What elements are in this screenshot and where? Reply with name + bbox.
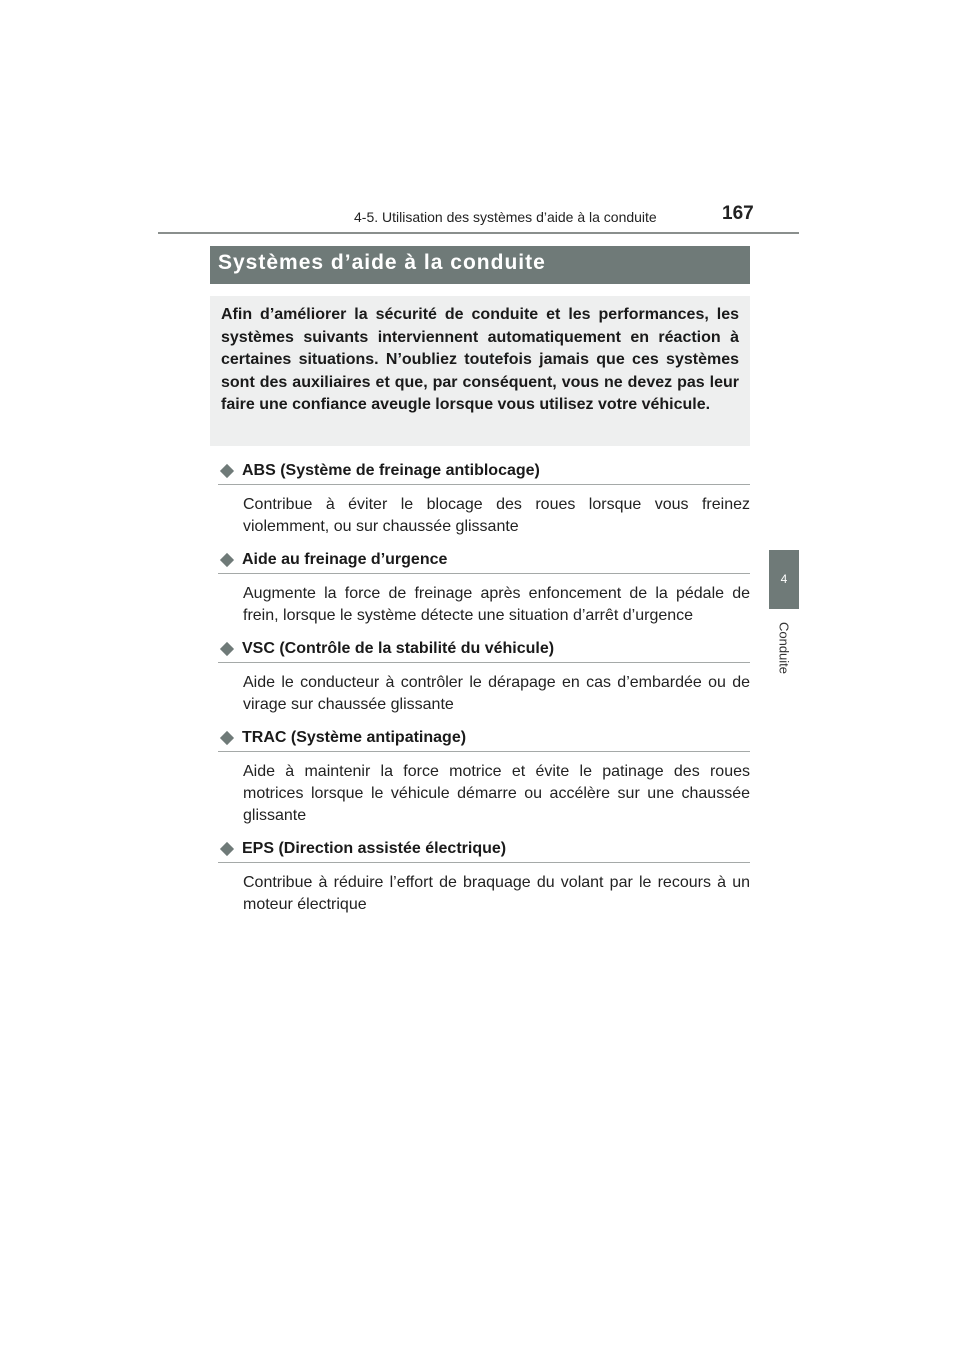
feature-title: VSC (Contrôle de la stabilité du véhicule) bbox=[242, 640, 555, 657]
page-title: Systèmes d’aide à la conduite bbox=[218, 251, 546, 274]
diamond-bullet-icon bbox=[220, 642, 234, 656]
feature-description: Aide à maintenir la force motrice et évite le patinage des roues motrices lorsque le véhicule démarre ou accélère sur une chaussée glissante bbox=[243, 763, 750, 824]
feature-heading bbox=[218, 836, 750, 863]
feature-title: ABS (Système de freinage antiblocage) bbox=[242, 462, 540, 479]
diamond-bullet-icon bbox=[220, 553, 234, 567]
page-number: 167 bbox=[722, 203, 754, 224]
feature-description: Contribue à réduire l’effort de braquage du volant par le recours à un moteur électrique bbox=[243, 874, 750, 913]
diamond-bullet-icon bbox=[220, 842, 234, 856]
feature-item bbox=[218, 725, 750, 827]
feature-item bbox=[218, 836, 750, 916]
feature-title: TRAC (Système antipatinage) bbox=[242, 729, 467, 746]
page-title-band bbox=[210, 246, 750, 284]
diamond-bullet-icon bbox=[220, 464, 234, 478]
feature-description: Aide le conducteur à contrôler le dérapage en cas d’embardée ou de virage sur chaussée glissante bbox=[243, 674, 750, 713]
feature-item bbox=[218, 458, 750, 538]
feature-description: Contribue à éviter le blocage des roues lorsque vous freinez violemment, ou sur chaussée glissante bbox=[243, 496, 750, 535]
feature-heading bbox=[218, 636, 750, 663]
feature-item bbox=[218, 547, 750, 627]
chapter-tab bbox=[769, 550, 799, 609]
intro-text: Afin d’améliorer la sécurité de conduite et les performances, les systèmes suivants interviennent automatiquement en réaction à certaines situations. N’oubliez toutefois jamais que ces systèmes sont des auxiliaires et que, par conséquent, vous ne devez pas leur faire une confiance aveugle lorsque vous utilisez votre véhicule. bbox=[221, 306, 739, 414]
intro-box bbox=[210, 296, 750, 446]
feature-title: EPS (Direction assistée électrique) bbox=[242, 840, 507, 857]
chapter-number: 4 bbox=[780, 572, 788, 586]
feature-title: Aide au freinage d’urgence bbox=[242, 551, 448, 568]
header-divider bbox=[158, 232, 799, 234]
diamond-bullet-icon bbox=[220, 731, 234, 745]
feature-item bbox=[218, 636, 750, 716]
feature-list bbox=[218, 458, 750, 925]
feature-heading bbox=[218, 725, 750, 752]
feature-description: Augmente la force de freinage après enfoncement de la pédale de frein, lorsque le système détecte une situation d’arrêt d’urgence bbox=[243, 585, 750, 624]
chapter-label: Conduite bbox=[776, 621, 792, 675]
feature-heading bbox=[218, 547, 750, 574]
section-header: 4-5. Utilisation des systèmes d’aide à la conduite bbox=[354, 209, 657, 225]
feature-heading bbox=[218, 458, 750, 485]
